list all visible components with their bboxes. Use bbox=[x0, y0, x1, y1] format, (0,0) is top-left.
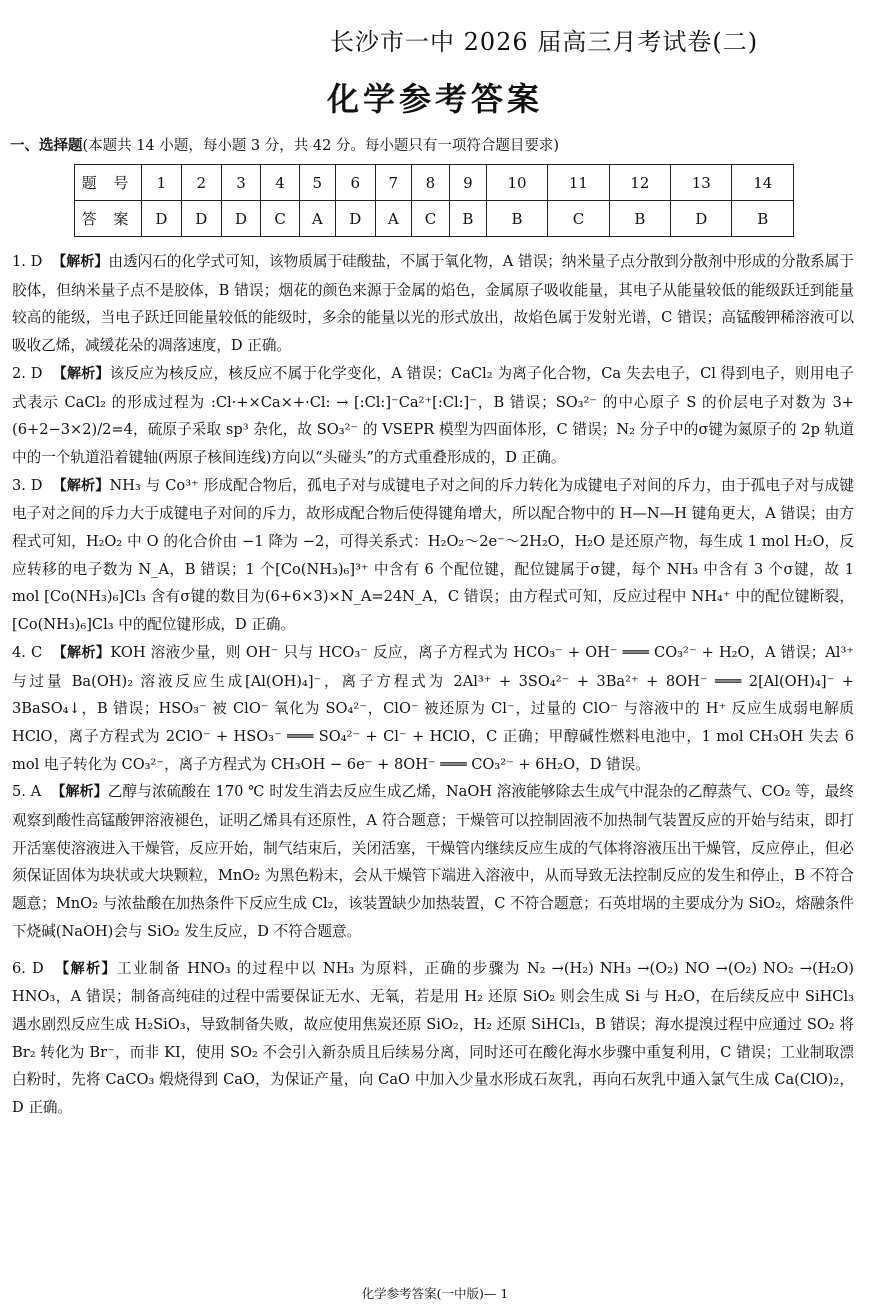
analysis-tag: 【解析】 bbox=[52, 365, 110, 382]
analysis-tag: 【解析】 bbox=[53, 960, 117, 977]
row-header-answer: 答 案 bbox=[75, 201, 142, 237]
answer-cell: D bbox=[181, 201, 221, 237]
answer-cell: D bbox=[221, 201, 261, 237]
answer-cell: C bbox=[548, 201, 609, 237]
answer-cell: D bbox=[335, 201, 375, 237]
exam-title: 长沙市一中 2026 届高三月考试卷(二) bbox=[330, 28, 759, 56]
section-label: 一、选择题 bbox=[10, 138, 83, 154]
explanation-item bbox=[12, 639, 854, 779]
answer-cell: B bbox=[486, 201, 547, 237]
question-number: 12 bbox=[609, 165, 670, 201]
answer-cell: D bbox=[142, 201, 182, 237]
question-number: 8 bbox=[411, 165, 449, 201]
question-number: 9 bbox=[450, 165, 487, 201]
question-number: 11 bbox=[548, 165, 609, 201]
section-heading bbox=[10, 134, 559, 155]
section-description: (本题共 14 小题，每小题 3 分，共 42 分。每小题只有一项符合题目要求) bbox=[82, 138, 560, 154]
answer-table bbox=[74, 164, 794, 237]
answer-cell: B bbox=[609, 201, 670, 237]
question-number: 13 bbox=[671, 165, 732, 201]
question-number: 2 bbox=[181, 165, 221, 201]
answer-cell: C bbox=[261, 201, 299, 237]
row-header-number: 题 号 bbox=[75, 165, 142, 201]
page-footer: 化学参考答案(一中版)— 1 bbox=[361, 1286, 509, 1301]
answer-cell: B bbox=[732, 201, 794, 237]
answer-cell: B bbox=[450, 201, 487, 237]
question-number: 1 bbox=[142, 165, 182, 201]
item-number: 6. D bbox=[12, 959, 44, 977]
question-number: 3 bbox=[221, 165, 261, 201]
explanation-item bbox=[12, 360, 854, 472]
item-number: 3. D bbox=[12, 476, 43, 494]
question-number: 4 bbox=[261, 165, 299, 201]
analysis-tag: 【解析】 bbox=[52, 254, 109, 270]
explanation-text: NH₃ 与 Co³⁺ 形成配合物后，孤电子对与成键电子对之间的斥力转化为成键电子对间的斥力，由于孤电子对与成键电子对之间的斥力大于成键电子对间的斥力，故形成配合物后使得键角增大，所以配合物中的 H—N—H 键角更大，A 错误；由方程式可知，H₂O₂ 中 O 的化合价由 −1 降为 −2，可得关系式：H₂O₂～2e⁻～2H₂O，H₂O 是还原产物，每生成 1 mol H₂O，反应转移的电子数为 N_A，B 错误；1 个[Co(NH₃)₆]³⁺ 中含有 6 个配位键，配位键属于σ键，每个 NH₃ 中含有 3 个σ键，故 1 mol [Co(NH₃)₆]Cl₃ 含有σ键的数目为(6+6×3)×N_A=24N_A，C 错误；由方程式可知，反应过程中 NH₄⁺ 中的配位键断裂，[Co(NH₃)₆]Cl₃ 中的配位键形成，D 正确。 bbox=[12, 476, 855, 634]
analysis-tag: 【解析】 bbox=[52, 644, 111, 661]
explanation-text: 乙醇与浓硫酸在 170 ℃ 时发生消去反应生成乙烯，NaOH 溶液能够除去生成气中混杂的乙醇蒸气、CO₂ 等，最终观察到酸性高锰酸钾溶液褪色，证明乙烯具有还原性，A 符合题意；干燥管可以控制固液不加热制气装置反应的开始与结束，即打开活塞使溶液进入干燥管，反应开始，制气结束后，关闭活塞，干燥管内继续反应生成的气体将溶液压出干燥管，反应停止，但必须保证固体为块状或大块颗粒，MnO₂ 为黑色粉末，会从干燥管下端进入溶液中，从而导致无法控制反应的发生和停止，B 不符合题意；MnO₂ 与浓盐酸在加热条件下反应生成 Cl₂，该装置缺少加热装置，C 不符合题意；石英坩埚的主要成分为 SiO₂，熔融条件下烧碱(NaOH)会与 SiO₂ 发生反应，D 不符合题意。 bbox=[12, 783, 854, 940]
explanation-item bbox=[12, 472, 854, 639]
page-title: 化学参考答案 bbox=[326, 80, 543, 118]
answer-cell: D bbox=[671, 201, 732, 237]
answer-row bbox=[75, 201, 794, 237]
analysis-tag: 【解析】 bbox=[52, 477, 110, 494]
answer-cell: A bbox=[299, 201, 335, 237]
explanations bbox=[12, 248, 854, 1122]
item-number: 1. D bbox=[12, 253, 43, 270]
explanation-text: KOH 溶液少量，则 OH⁻ 只与 HCO₃⁻ 反应，离子方程式为 HCO₃⁻ + OH⁻ ═══ CO₃²⁻ + H₂O，A 错误；Al³⁺ 与过量 Ba(OH)₂ 溶液反应生成[Al(OH)₄]⁻，离子方程式为 2Al³⁺ + 3SO₄²⁻ + 3Ba²⁺ + 8OH⁻ ═══ 2[Al(OH)₄]⁻ + 3BaSO₄↓，B 错误；HSO₃⁻ 被 ClO⁻ 氧化为 SO₄²⁻，ClO⁻ 被还原为 Cl⁻，过量的 ClO⁻ 与溶液中的 H⁺ 反应生成弱电解质 HClO，离子方程式为 2ClO⁻ + HSO₃⁻ ═══ SO₄²⁻ + Cl⁻ + HClO，C 正确；甲醇碱性燃料电池中，1 mol CH₃OH 失去 6 mol 电子转化为 CO₃²⁻，离子方程式为 CH₃OH − 6e⁻ + 8OH⁻ ═══ CO₃²⁻ + 6H₂O，D 错误。 bbox=[12, 643, 854, 773]
item-number: 2. D bbox=[12, 364, 43, 382]
explanation-text: 该反应为核反应，核反应不属于化学变化，A 错误；CaCl₂ 为离子化合物，Ca 失去电子，Cl 得到电子，则用电子式表示 CaCl₂ 的形成过程为 :Cl·+×Ca×+·Cl: → [:Cl:]⁻Ca²⁺[:Cl:]⁻，B 错误；SO₃²⁻ 的中心原子 S 的价层电子对数为 3+(6+2−3×2)/2=4，硫原子采取 sp³ 杂化，故 SO₃²⁻ 的 VSEPR 模型为四面体形，C 错误；N₂ 分子中的σ键为氮原子的 2p 轨道中的一个轨道沿着键轴(两原子核间连线)方向以“头碰头”的方式重叠形成的，D 正确。 bbox=[12, 364, 855, 466]
explanation-text: 工业制备 HNO₃ 的过程中以 NH₃ 为原料，正确的步骤为 N₂ →(H₂) NH₃ →(O₂) NO →(O₂) NO₂ →(H₂O) HNO₃，A 错误；制备高纯硅的过程中需要保证无水、无氧，若是用 H₂ 还原 SiO₂ 则会生成 Si 与 H₂O，在后续反应中 SiHCl₃ 遇水剧烈反应生成 H₂SiO₃，导致制备失败，故应使用焦炭还原 SiO₂，H₂ 还原 SiHCl₃，B 错误；海水提溴过程中应通过 SO₂ 将 Br₂ 转化为 Br⁻，而非 KI，使用 SO₂ 不会引入新杂质且后续易分离，同时还可在酸化海水步骤中重复利用，C 错误；工业制取漂白粉时，先将 CaCO₃ 煅烧得到 CaO，为保证产量，向 CaO 中加入少量水形成石灰乳，再向石灰乳中通入氯气生成 Ca(ClO)₂，D 正确。 bbox=[12, 959, 854, 1117]
answer-cell: A bbox=[375, 201, 411, 237]
explanation-text: 由透闪石的化学式可知，该物质属于硅酸盐，不属于氧化物，A 错误；纳米量子点分散到分散剂中形成的分散系属于胶体，但纳米量子点不是胶体，B 错误；烟花的颜色来源于金属的焰色，金属原子吸收能量，其电子从能量较低的能级跃迁到能量较高的能级，当电子跃迁回能量较低的能级时，多余的能量以光的形式放出，故焰色属于发射光谱，C 错误；高锰酸钾稀溶液可以吸收乙烯，减缓花朵的凋落速度，D 正确。 bbox=[12, 253, 854, 355]
question-number: 14 bbox=[732, 165, 794, 201]
question-number: 7 bbox=[375, 165, 411, 201]
answer-cell: C bbox=[411, 201, 449, 237]
analysis-tag: 【解析】 bbox=[51, 784, 108, 801]
item-number: 4. C bbox=[12, 643, 43, 661]
question-number: 10 bbox=[486, 165, 547, 201]
item-number: 5. A bbox=[12, 783, 42, 801]
explanation-item bbox=[12, 778, 854, 945]
question-number: 5 bbox=[299, 165, 335, 201]
question-number: 6 bbox=[335, 165, 375, 201]
explanation-item bbox=[12, 955, 854, 1122]
question-number-row bbox=[75, 165, 794, 201]
explanation-item bbox=[12, 248, 854, 360]
